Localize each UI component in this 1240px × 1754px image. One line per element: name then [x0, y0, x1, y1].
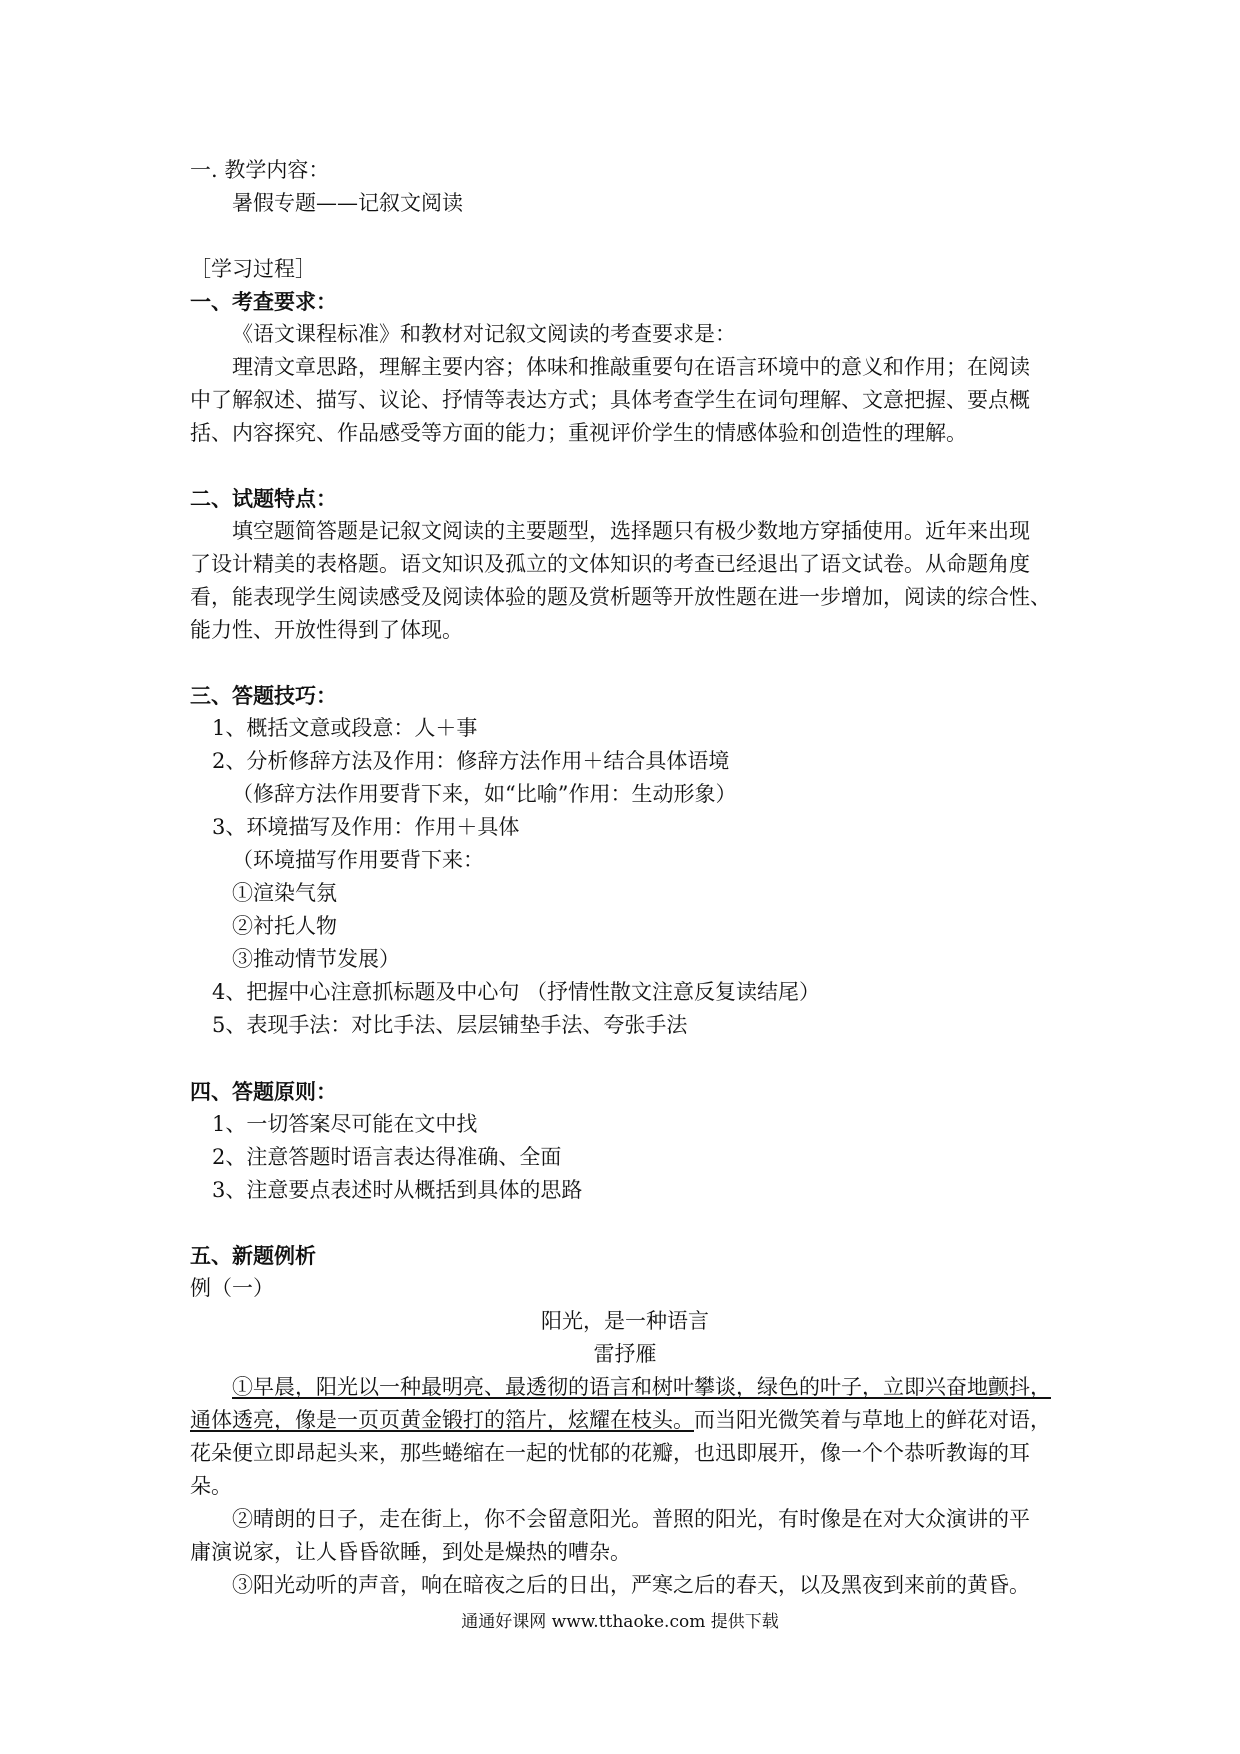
- technique-subitem-1: ①渲染气氛: [232, 881, 337, 905]
- essay-p2-line-1: ②晴朗的日子，走在街上，你不会留意阳光。普照的阳光，有时像是在对大众演讲的平: [232, 1507, 1030, 1531]
- section-heading-teaching-content: 一. 教学内容：: [190, 158, 330, 182]
- requirements-line-1: 理清文章思路，理解主要内容；体味和推敲重要句在语言环境中的意义和作用；在阅读: [232, 355, 1030, 379]
- essay-p3-line-1: ③阳光动听的声音，响在暗夜之后的日出，严寒之后的春天，以及黑夜到来前的黄昏。: [232, 1573, 1030, 1597]
- topic-title: 暑假专题——记叙文阅读: [232, 191, 463, 215]
- essay-p2-line-2: 庸演说家，让人昏昏欲睡，到处是燥热的嘈杂。: [190, 1540, 631, 1564]
- example-label: 例（一）: [190, 1276, 274, 1300]
- section-heading-features: 二、试题特点：: [190, 486, 337, 511]
- essay-p1-line-2: [190, 1410, 1051, 1431]
- technique-item-3: 3、环境描写及作用：作用＋具体: [212, 815, 520, 839]
- essay-p1-continued: 而当阳光微笑着与草地上的鲜花对语，: [694, 1408, 1051, 1432]
- essay-p1-line-4: 朵。: [190, 1474, 232, 1498]
- essay-p1-underlined: 通体透亮，像是一页页黄金锻打的箔片，炫耀在枝头。: [190, 1408, 694, 1432]
- essay-title: 阳光，是一种语言: [541, 1309, 709, 1333]
- page-footer: 通通好课网 www.tthaoke.com 提供下载: [461, 1612, 779, 1632]
- technique-item-5: 5、表现手法：对比手法、层层铺垫手法、夸张手法: [212, 1013, 688, 1037]
- process-label: ［学习过程］: [190, 257, 316, 281]
- technique-note-2: （修辞方法作用要背下来，如“比喻”作用：生动形象）: [232, 782, 737, 806]
- technique-note-3: （环境描写作用要背下来：: [232, 848, 484, 872]
- principle-item-2: 2、注意答题时语言表达得准确、全面: [212, 1145, 562, 1169]
- essay-p1-line-1: ①早晨，阳光以一种最明亮、最透彻的语言和树叶攀谈，绿色的叶子，立即兴奋地颤抖，: [232, 1375, 1051, 1399]
- features-line-1: 填空题简答题是记叙文阅读的主要题型，选择题只有极少数地方穿插使用。近年来出现: [232, 519, 1030, 543]
- essay-author: 雷抒雁: [593, 1342, 657, 1366]
- features-line-4: 能力性、开放性得到了体现。: [190, 618, 463, 642]
- technique-subitem-2: ②衬托人物: [232, 914, 337, 938]
- section-heading-techniques: 三、答题技巧：: [190, 683, 337, 708]
- technique-item-1: 1、概括文意或段意：人＋事: [212, 716, 478, 740]
- essay-p1-line-3: 花朵便立即昂起头来，那些蜷缩在一起的忧郁的花瓣，也迅即展开，像一个个恭听教诲的耳: [190, 1441, 1030, 1465]
- technique-item-4: 4、把握中心注意抓标题及中心句 （抒情性散文注意反复读结尾）: [212, 980, 821, 1004]
- features-line-2: 了设计精美的表格题。语文知识及孤立的文体知识的考查已经退出了语文试卷。从命题角度: [190, 552, 1030, 576]
- requirements-intro: 《语文课程标准》和教材对记叙文阅读的考查要求是：: [232, 322, 736, 346]
- section-heading-requirements: 一、考查要求：: [190, 289, 337, 314]
- section-heading-principles: 四、答题原则：: [190, 1079, 337, 1104]
- technique-subitem-3: ③推动情节发展）: [232, 947, 400, 971]
- section-heading-examples: 五、新题例析: [190, 1243, 316, 1268]
- features-line-3: 看，能表现学生阅读感受及阅读体验的题及赏析题等开放性题在进一步增加，阅读的综合性、: [190, 585, 1051, 609]
- technique-item-2: 2、分析修辞方法及作用：修辞方法作用＋结合具体语境: [212, 749, 730, 773]
- requirements-line-3: 括、内容探究、作品感受等方面的能力；重视评价学生的情感体验和创造性的理解。: [190, 421, 967, 445]
- principle-item-3: 3、注意要点表述时从概括到具体的思路: [212, 1178, 583, 1202]
- requirements-line-2: 中了解叙述、描写、议论、抒情等表达方式；具体考查学生在词句理解、文意把握、要点概: [190, 388, 1030, 412]
- principle-item-1: 1、一切答案尽可能在文中找: [212, 1112, 478, 1136]
